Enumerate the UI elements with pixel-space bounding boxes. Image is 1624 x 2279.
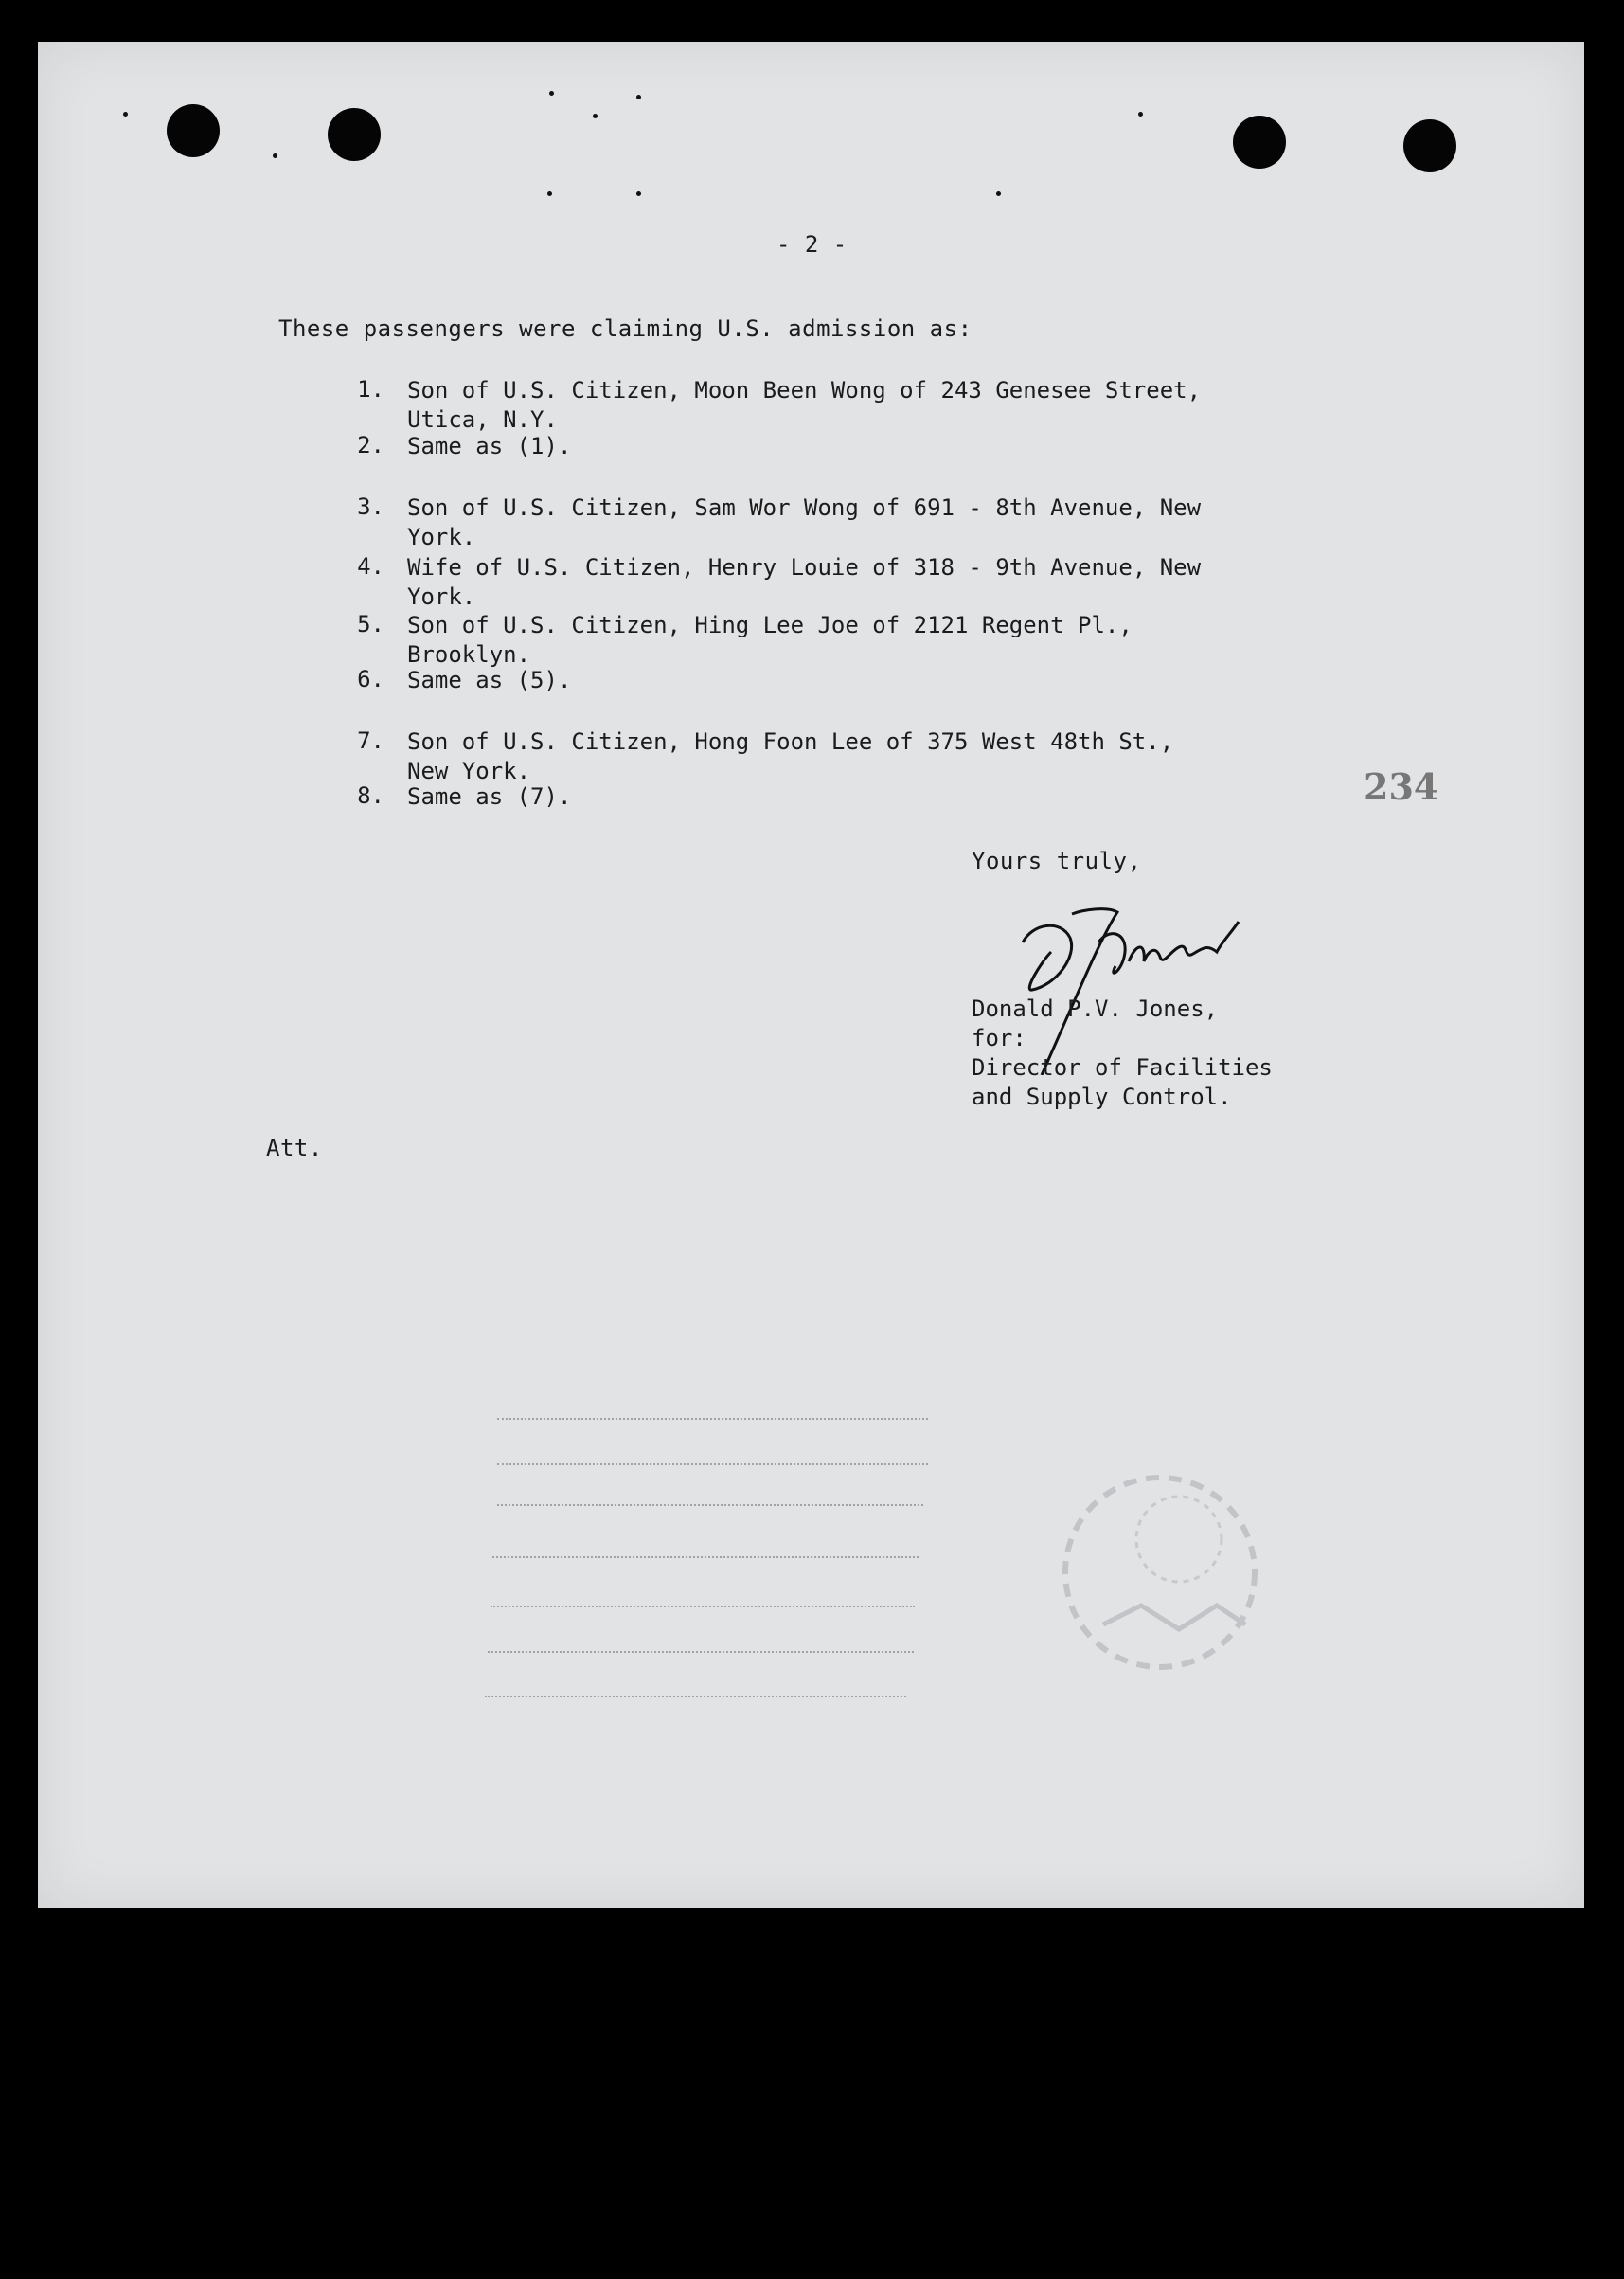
speck: [593, 114, 598, 118]
list-item-text: Son of U.S. Citizen, Sam Wor Wong of 691 - 8th Avenue, New York.: [407, 494, 1202, 550]
punch-hole-1: [167, 104, 220, 157]
list-item-text: Same as (7).: [407, 783, 572, 810]
faded-dotted-line: [492, 1556, 919, 1558]
speck: [996, 191, 1001, 196]
punch-hole-3: [1233, 116, 1286, 169]
faded-dotted-line: [497, 1463, 928, 1465]
punch-hole-4: [1403, 119, 1456, 172]
list-item-text: Son of U.S. Citizen, Hing Lee Joe of 2121 Regent Pl., Brooklyn.: [407, 612, 1133, 668]
list-item-number: 7.: [357, 727, 384, 754]
page-number: - 2 -: [776, 231, 848, 258]
list-item-number: 2.: [357, 432, 384, 458]
attachment-note: Att.: [266, 1135, 323, 1161]
speck: [547, 191, 552, 196]
speck: [636, 191, 641, 196]
speck: [123, 112, 128, 117]
list-item-text: Wife of U.S. Citizen, Henry Louie of 318 - 9th Avenue, New York.: [407, 554, 1202, 610]
list-item-number: 1.: [357, 376, 384, 403]
closing: Yours truly,: [972, 848, 1142, 874]
stamped-page-number: 234: [1364, 765, 1439, 808]
faded-dotted-line: [491, 1606, 915, 1607]
speck: [549, 91, 554, 96]
list-item-text: Son of U.S. Citizen, Moon Been Wong of 243 Genesee Street, Utica, N.Y.: [407, 377, 1202, 433]
list-item-text: Same as (1).: [407, 433, 572, 459]
list-item-number: 3.: [357, 493, 384, 520]
speck: [636, 95, 641, 99]
signer-title-1: Director of Facilities: [972, 1054, 1273, 1081]
faded-dotted-line: [485, 1696, 906, 1697]
list-item-number: 5.: [357, 611, 384, 637]
faded-dotted-line: [497, 1418, 928, 1420]
list-item-text: Son of U.S. Citizen, Hong Foon Lee of 375 West 48th St., New York.: [407, 728, 1174, 784]
list-item-text: Same as (5).: [407, 667, 572, 693]
speck: [273, 153, 277, 158]
intro-line: These passengers were claiming U.S. admission as:: [278, 315, 973, 342]
faded-dotted-line: [488, 1651, 914, 1653]
signer-for: for:: [972, 1025, 1026, 1051]
speck: [1138, 112, 1143, 117]
faded-seal-stamp: [1037, 1463, 1283, 1681]
signer-title-2: and Supply Control.: [972, 1084, 1232, 1110]
faded-dotted-line: [497, 1504, 923, 1506]
punch-hole-2: [328, 108, 381, 161]
signer-name: Donald P.V. Jones,: [972, 996, 1219, 1022]
list-item-number: 4.: [357, 553, 384, 580]
list-item-number: 8.: [357, 782, 384, 809]
list-item-number: 6.: [357, 666, 384, 692]
signature-block: [972, 995, 1273, 1112]
